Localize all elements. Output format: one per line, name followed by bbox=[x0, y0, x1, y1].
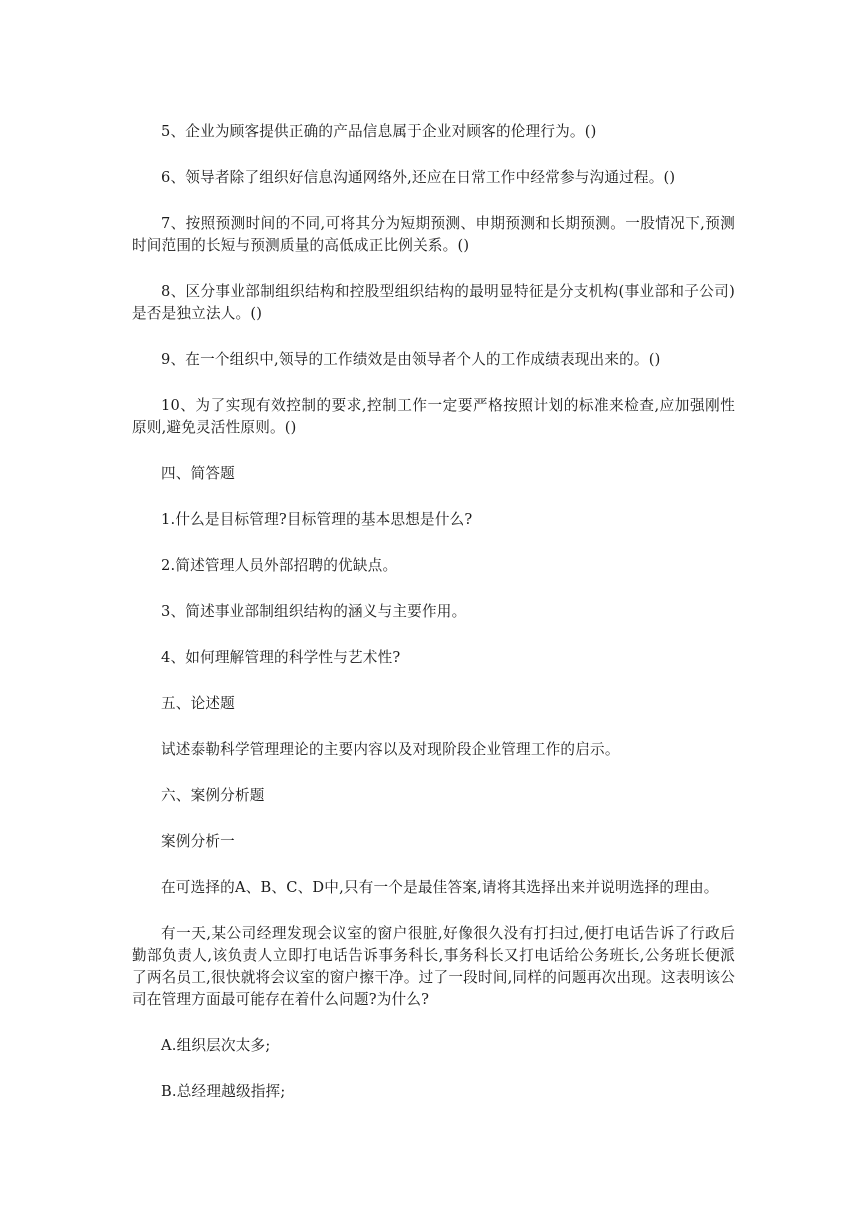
section-heading-short-answer: 四、简答题 bbox=[161, 465, 235, 482]
case-title: 案例分析一 bbox=[161, 833, 235, 850]
question-5: 5、企业为顾客提供正确的产品信息属于企业对顾客的伦理行为。() bbox=[161, 123, 597, 140]
short-answer-3: 3、简述事业部制组织结构的涵义与主要作用。 bbox=[161, 603, 467, 620]
section-heading-case-analysis: 六、案例分析题 bbox=[161, 787, 265, 804]
question-6: 6、领导者除了组织好信息沟通网络外,还应在日常工作中经常参与沟通过程。() bbox=[161, 169, 676, 186]
question-8: 8、区分事业部制组织结构和控股型组织结构的最明显特征是分支机构(事业部和子公司)是否是独立法人。() bbox=[132, 283, 735, 322]
option-a: A.组织层次太多; bbox=[161, 1037, 271, 1054]
essay-question: 试述泰勒科学管理理论的主要内容以及对现阶段企业管理工作的启示。 bbox=[161, 741, 620, 758]
question-10: 10、为了实现有效控制的要求,控制工作一定要严格按照计划的标准来检查,应加强刚性原则,避免灵活性原则。() bbox=[132, 397, 735, 436]
short-answer-4: 4、如何理解管理的科学性与艺术性? bbox=[161, 649, 401, 666]
short-answer-2: 2.简述管理人员外部招聘的优缺点。 bbox=[161, 557, 398, 574]
option-b: B.总经理越级指挥; bbox=[161, 1083, 286, 1100]
question-7: 7、按照预测时间的不同,可将其分为短期预测、申期预测和长期预测。一股情况下,预测时间范围的长短与预测质量的高低成正比例关系。() bbox=[132, 215, 735, 254]
case-instructions: 在可选择的A、B、C、D中,只有一个是最佳答案,请将其选择出来并说明选择的理由。 bbox=[161, 879, 719, 896]
short-answer-1: 1.什么是目标管理?目标管理的基本思想是什么? bbox=[161, 511, 473, 528]
case-description: 有一天,某公司经理发现会议室的窗户很脏,好像很久没有打扫过,便打电话告诉了行政后勤部负责人,该负责人立即打电话告诉事务科长,事务科长又打电话给公务班长,公务班长便派了两名员工,很快就将会议室的窗户擦干净。过了一段时间,同样的问题再次出现。这表明该公司在管理方面最可能存在着什么问题?为什么? bbox=[132, 925, 735, 1008]
section-heading-essay: 五、论述题 bbox=[161, 695, 235, 712]
document-body bbox=[132, 121, 735, 1127]
question-9: 9、在一个组织中,领导的工作绩效是由领导者个人的工作成绩表现出来的。() bbox=[161, 351, 661, 368]
